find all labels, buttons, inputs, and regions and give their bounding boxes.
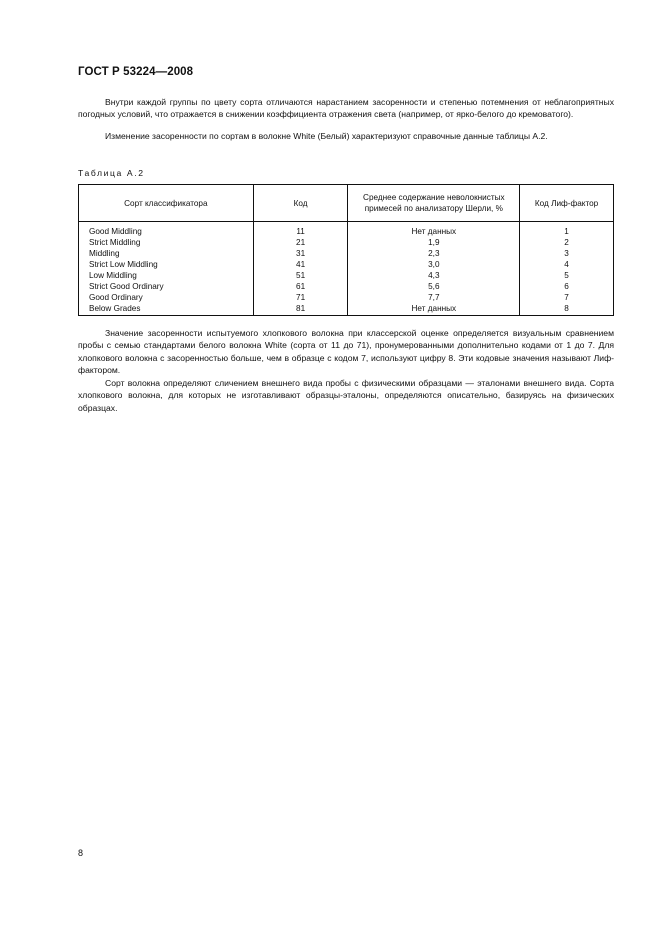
table-caption: Таблица А.2 <box>78 168 145 178</box>
header-leaf-code: Код Лиф-фактор <box>520 185 614 222</box>
impurity-cell: 7,7 <box>348 292 520 303</box>
table-row <box>79 248 614 259</box>
table-row <box>79 292 614 303</box>
impurity-cell: 2,3 <box>348 248 520 259</box>
body-paragraph-2: Сорт волокна определяют сличением внешнего вида пробы с физическими образцами — эталонами внешнего вида. Сорта хлопкового волокна, для которых не изготавливают образцы-эталоны, определяются описательно, базируясь на физических образцах. <box>78 378 614 413</box>
leaf-cell: 4 <box>520 259 614 270</box>
leaf-cell: 7 <box>520 292 614 303</box>
grade-cell: Low Middling <box>79 270 254 281</box>
leaf-cell: 5 <box>520 270 614 281</box>
header-grade: Сорт классификатора <box>79 185 254 222</box>
impurity-cell: 5,6 <box>348 281 520 292</box>
code-cell: 51 <box>253 270 348 281</box>
grade-cell: Strict Good Ordinary <box>79 281 254 292</box>
header-code: Код <box>253 185 348 222</box>
table-row <box>79 303 614 316</box>
grade-cell: Strict Middling <box>79 237 254 248</box>
impurity-cell: Нет данных <box>348 303 520 316</box>
body-paragraph-1: Значение засоренности испытуемого хлопкового волокна при классерской оценке определяется визуальным сравнением пробы с семью стандартами белого волокна White (сорта от 11 до 71), пронумерованными дополнительно кодами от 1 до 7. Для хлопкового волокна с засоренностью больше, чем в образце с кодом 7, используют цифру 8. Эти кодовые значения называют Лиф-фактором. <box>78 328 614 375</box>
grade-cell: Good Ordinary <box>79 292 254 303</box>
code-cell: 11 <box>253 222 348 238</box>
code-cell: 71 <box>253 292 348 303</box>
document-header: ГОСТ Р 53224—2008 <box>78 66 194 78</box>
leaf-cell: 1 <box>520 222 614 238</box>
grade-cell: Middling <box>79 248 254 259</box>
table-row <box>79 259 614 270</box>
table-header-row <box>79 185 614 222</box>
intro-paragraph-1: Внутри каждой группы по цвету сорта отличаются нарастанием засоренности и степенью потемнения от неблагоприятных погодных условий, что отражается в снижении коэффициента отражения света (например, от ярко-белого до кремоватого). <box>78 97 614 120</box>
page-number: 8 <box>78 848 84 858</box>
leaf-cell: 6 <box>520 281 614 292</box>
code-cell: 61 <box>253 281 348 292</box>
leaf-cell: 3 <box>520 248 614 259</box>
header-impurities: Среднее содержание неволокнистых примесей по анализатору Шерли, % <box>348 185 520 222</box>
leaf-cell: 8 <box>520 303 614 316</box>
code-cell: 81 <box>253 303 348 316</box>
impurity-cell: 4,3 <box>348 270 520 281</box>
grade-cell: Strict Low Middling <box>79 259 254 270</box>
grade-cell: Below Grades <box>79 303 254 316</box>
table-row <box>79 281 614 292</box>
impurity-cell: 1,9 <box>348 237 520 248</box>
grade-cell: Good Middling <box>79 222 254 238</box>
table-row <box>79 237 614 248</box>
impurity-cell: Нет данных <box>348 222 520 238</box>
code-cell: 21 <box>253 237 348 248</box>
classification-table <box>78 184 614 316</box>
code-cell: 31 <box>253 248 348 259</box>
impurity-cell: 3,0 <box>348 259 520 270</box>
intro-paragraph-2: Изменение засоренности по сортам в волокне White (Белый) характеризуют справочные данные таблицы А.2. <box>105 131 548 141</box>
table-row <box>79 222 614 238</box>
code-cell: 41 <box>253 259 348 270</box>
leaf-cell: 2 <box>520 237 614 248</box>
table-row <box>79 270 614 281</box>
